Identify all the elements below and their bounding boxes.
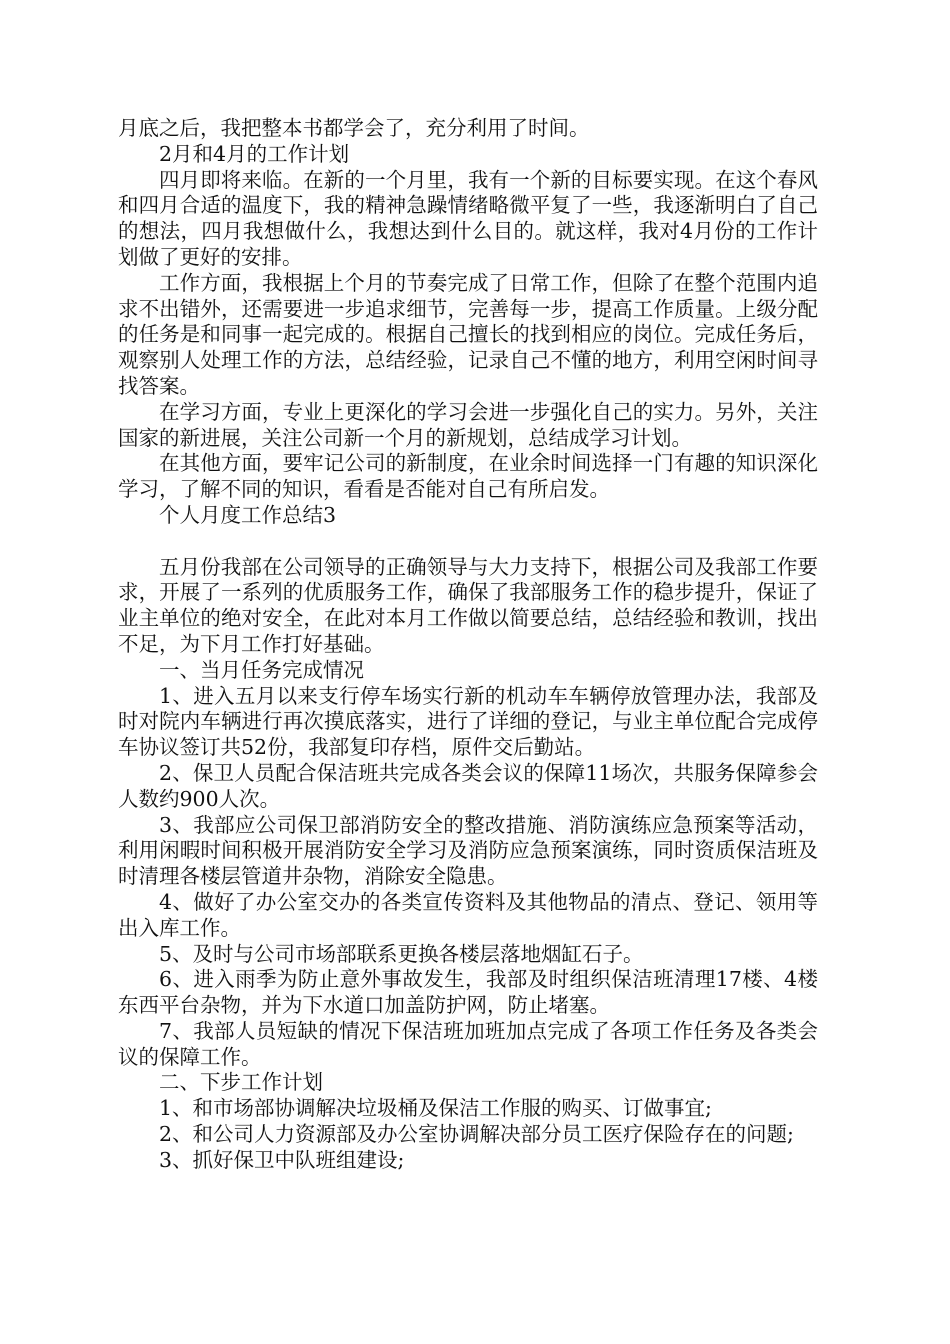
list-item: 6、进入雨季为防止意外事故发生，我部及时组织保洁班清理17楼、4楼东西平台杂物，并为下水道口加盖防护网，防止堵塞。 — [118, 967, 818, 1018]
paragraph: 在学习方面，专业上更深化的学习会进一步强化自己的实力。另外，关注国家的新进展，关注公司新一个月的新规划，总结成学习计划。 — [118, 399, 818, 450]
paragraph: 月底之后，我把整本书都学会了，充分利用了时间。 — [118, 116, 590, 140]
list-item: 4、做好了办公室交办的各类宣传资料及其他物品的清点、登记、领用等出入库工作。 — [118, 889, 818, 940]
blank-line — [118, 529, 818, 555]
section-heading: 2月和4月的工作计划 — [159, 141, 350, 166]
list-item: 1、和市场部协调解决垃圾桶及保洁工作服的购买、订做事宜; — [159, 1096, 712, 1121]
list-item: 2、和公司人力资源部及办公室协调解决部分员工医疗保险存在的问题; — [159, 1122, 794, 1147]
section-heading: 一、当月任务完成情况 — [159, 657, 364, 682]
paragraph: 五月份我部在公司领导的正确领导与大力支持下，根据公司及我部工作要求，开展了一系列的优质服务工作，确保了我部服务工作的稳步提升，保证了业主单位的绝对安全，在此对本月工作做以简要总结，总结经验和教训，找出不足，为下月工作打好基础。 — [118, 554, 818, 656]
section-heading: 二、下步工作计划 — [159, 1070, 323, 1095]
list-item: 2、保卫人员配合保洁班共完成各类会议的保障11场次，共服务保障参会人数约900人次。 — [118, 760, 818, 811]
section-heading: 个人月度工作总结3 — [159, 502, 337, 527]
paragraph: 四月即将来临。在新的一个月里，我有一个新的目标要实现。在这个春风和四月合适的温度下，我的精神急躁情绪略微平复了一些，我逐渐明白了自己的想法，四月我想做什么，我想达到什么目的。就这样，我对4月份的工作计划做了更好的安排。 — [118, 167, 818, 269]
list-item: 3、我部应公司保卫部消防安全的整改措施、消防演练应急预案等活动，利用闲暇时间积极开展消防安全学习及消防应急预案演练，同时资质保洁班及时清理各楼层管道井杂物，消除安全隐患。 — [118, 812, 818, 889]
list-item: 7、我部人员短缺的情况下保洁班加班加点完成了各项工作任务及各类会议的保障工作。 — [118, 1018, 818, 1069]
document-body — [118, 116, 818, 1174]
list-item: 1、进入五月以来支行停车场实行新的机动车车辆停放管理办法，我部及时对院内车辆进行再次摸底落实，进行了详细的登记，与业主单位配合完成停车协议签订共52份，我部复印存档，原件交后勤站。 — [118, 683, 818, 760]
list-item: 3、抓好保卫中队班组建设; — [159, 1147, 405, 1172]
list-item: 5、及时与公司市场部联系更换各楼层落地烟缸石子。 — [159, 941, 644, 966]
paragraph: 工作方面，我根据上个月的节奏完成了日常工作，但除了在整个范围内追求不出错外，还需要进一步追求细节，完善每一步，提高工作质量。上级分配的任务是和同事一起完成的。根据自己擅长的找到相应的岗位。完成任务后，观察别人处理工作的方法，总结经验，记录自己不懂的地方，利用空闲时间寻找答案。 — [118, 270, 818, 398]
paragraph: 在其他方面，要牢记公司的新制度，在业余时间选择一门有趣的知识深化学习，了解不同的知识，看看是否能对自己有所启发。 — [118, 451, 818, 502]
